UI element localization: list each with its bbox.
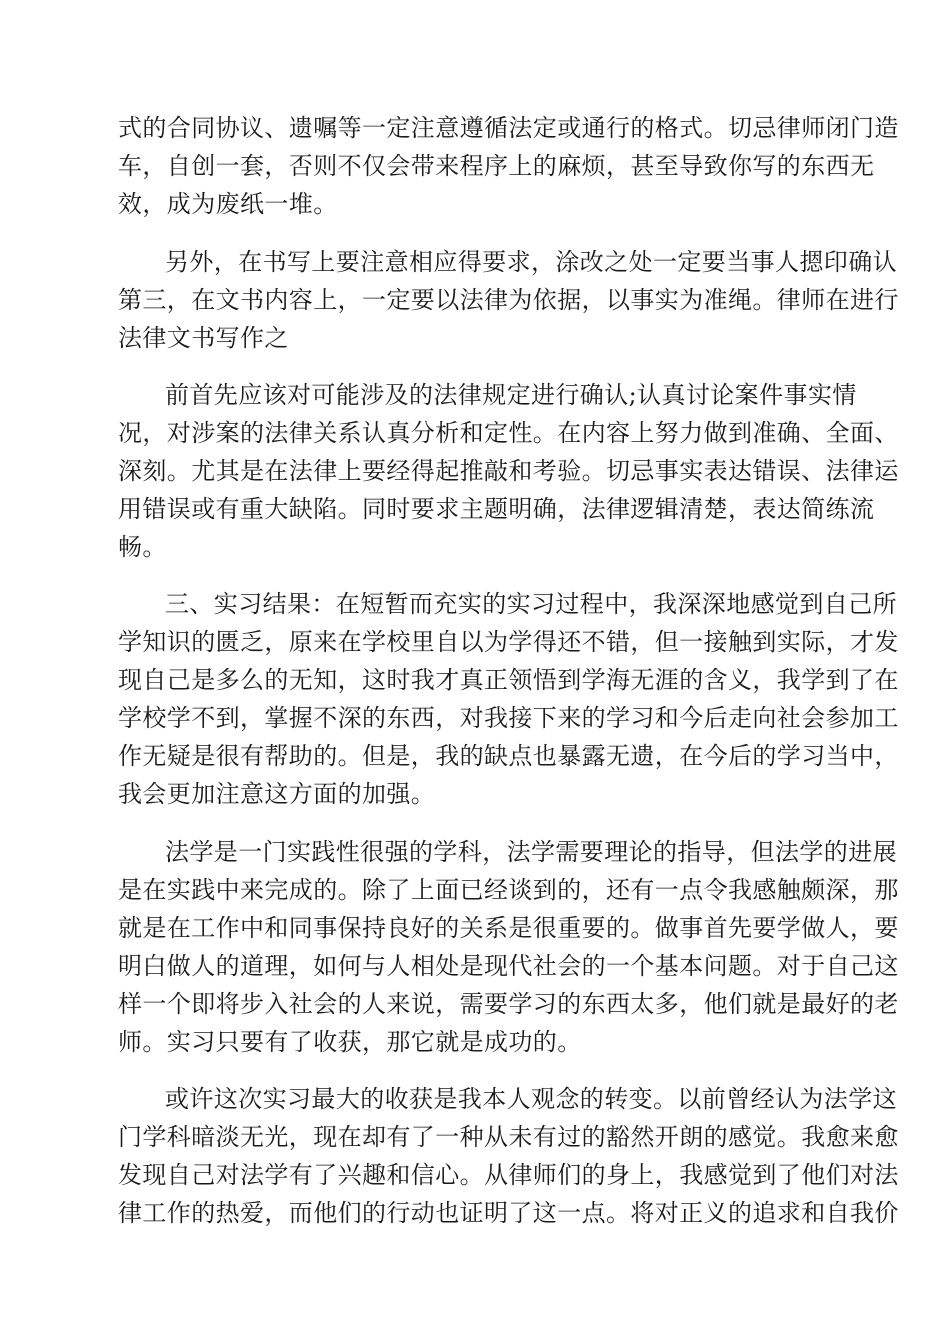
text-line: 门学科暗淡无光，现在却有了一种从未有过的豁然开朗的感觉。我愈来愈 [118,1123,899,1151]
text-line: 三、实习结果：在短暂而充实的实习过程中，我深深地感觉到自己所 [165,590,897,618]
text-line: 另外，在书写上要注意相应得要求，涂改之处一定要当事人摁印确认 [165,248,897,276]
text-line: 况，对涉案的法律关系认真分析和定性。在内容上努力做到准确、全面、 [118,419,899,447]
text-line: 学校学不到，掌握不深的东西，对我接下来的学习和今后走向社会参加工 [118,704,899,732]
text-line: 车，自创一套，否则不仅会带来程序上的麻烦，甚至导致你写的东西无 [118,152,875,180]
text-line: 式的合同协议、遗嘱等一定注意遵循法定或通行的格式。切忌律师闭门造 [118,114,899,142]
text-line: 样一个即将步入社会的人来说，需要学习的东西太多，他们就是最好的老 [118,990,899,1018]
text-line: 深刻。尤其是在法律上要经得起推敲和考验。切忌事实表达错误、法律运 [118,457,899,485]
text-line: 是在实践中来完成的。除了上面已经谈到的，还有一点令我感触颇深，那 [118,876,899,904]
text-line: 效，成为废纸一堆。 [118,190,338,218]
text-line: 畅。 [118,533,167,561]
text-line: 法律文书写作之 [118,324,289,352]
text-line: 用错误或有重大缺陷。同时要求主题明确，法律逻辑清楚，表达简练流 [118,495,875,523]
text-line: 律工作的热爱，而他们的行动也证明了这一点。将对正义的追求和自我价 [118,1199,899,1227]
text-line: 学知识的匮乏，原来在学校里自以为学得还不错，但一接触到实际，才发 [118,628,899,656]
text-line: 我会更加注意这方面的加强。 [118,780,436,808]
text-line: 或许这次实习最大的收获是我本人观念的转变。以前曾经认为法学这 [165,1085,897,1113]
text-line: 发现自己对法学有了兴趣和信心。从律师们的身上，我感觉到了他们对法 [118,1161,899,1189]
text-line: 第三，在文书内容上，一定要以法律为依据，以事实为准绳。律师在进行 [118,286,899,314]
text-line: 前首先应该对可能涉及的法律规定进行确认;认真讨论案件事实情 [165,381,857,409]
text-line: 就是在工作中和同事保持良好的关系是很重要的。做事首先要学做人，要 [118,914,899,942]
text-line: 法学是一门实践性很强的学科，法学需要理论的指导，但法学的进展 [165,838,897,866]
text-line: 师。实习只要有了收获，那它就是成功的。 [118,1028,582,1056]
text-line: 明白做人的道理，如何与人相处是现代社会的一个基本问题。对于自己这 [118,952,899,980]
text-line: 作无疑是很有帮助的。但是，我的缺点也暴露无遗，在今后的学习当中， [118,742,899,770]
text-line: 现自己是多么的无知，这时我才真正领悟到学海无涯的含义，我学到了在 [118,666,899,694]
